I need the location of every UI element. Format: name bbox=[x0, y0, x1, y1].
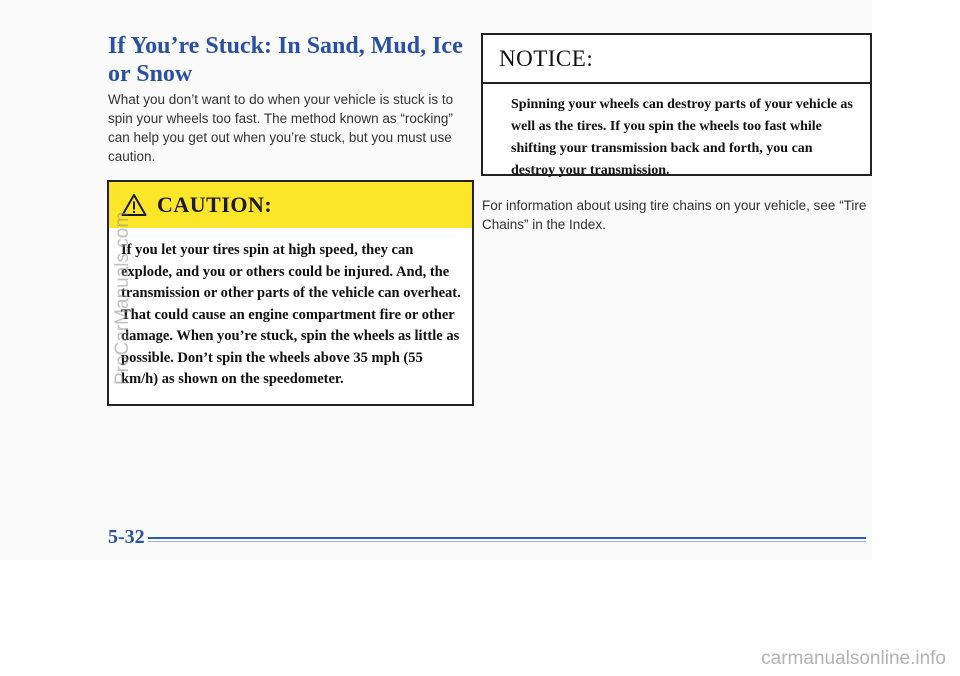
intro-paragraph: What you don’t want to do when your vehicle is stuck is to spin your wheels too fast. The method known as “rocking” can help you get out when you’re stuck, but you must use caution. bbox=[108, 92, 454, 164]
notice-header bbox=[483, 35, 870, 84]
footer-rule-thin bbox=[148, 541, 866, 542]
notice-box bbox=[481, 33, 872, 176]
page-number: 5-32 bbox=[108, 526, 145, 548]
caution-header bbox=[109, 182, 472, 228]
footer-watermark: carmanualsonline.info bbox=[761, 648, 946, 669]
caution-text: If you let your tires spin at high speed, they can explode, and you or others could be injured. And, the transmission or other parts of the vehicle can overheat. That could cause an engine compartment fire or other damage. When you’re stuck, spin the wheels as little as possible. Don’t spin the wheels above 35 mph (55 km/h) as shown on the speedometer. bbox=[121, 242, 461, 387]
vertical-watermark: ProCarManuals.com bbox=[112, 211, 133, 385]
section-heading: If You’re Stuck: In Sand, Mud, Ice or Snow bbox=[108, 33, 463, 87]
caution-box bbox=[107, 180, 474, 406]
footer-rule bbox=[148, 537, 866, 539]
notice-text: Spinning your wheels can destroy parts of your vehicle as well as the tires. If you spin the wheels too fast while shifting your transmission back and forth, you can destroy your transmission. bbox=[511, 97, 853, 178]
notice-title: NOTICE: bbox=[499, 45, 594, 71]
caution-title: CAUTION: bbox=[157, 192, 273, 217]
tire-chains-info: For information about using tire chains on your vehicle, see “Tire Chains” in the Index. bbox=[482, 198, 867, 232]
